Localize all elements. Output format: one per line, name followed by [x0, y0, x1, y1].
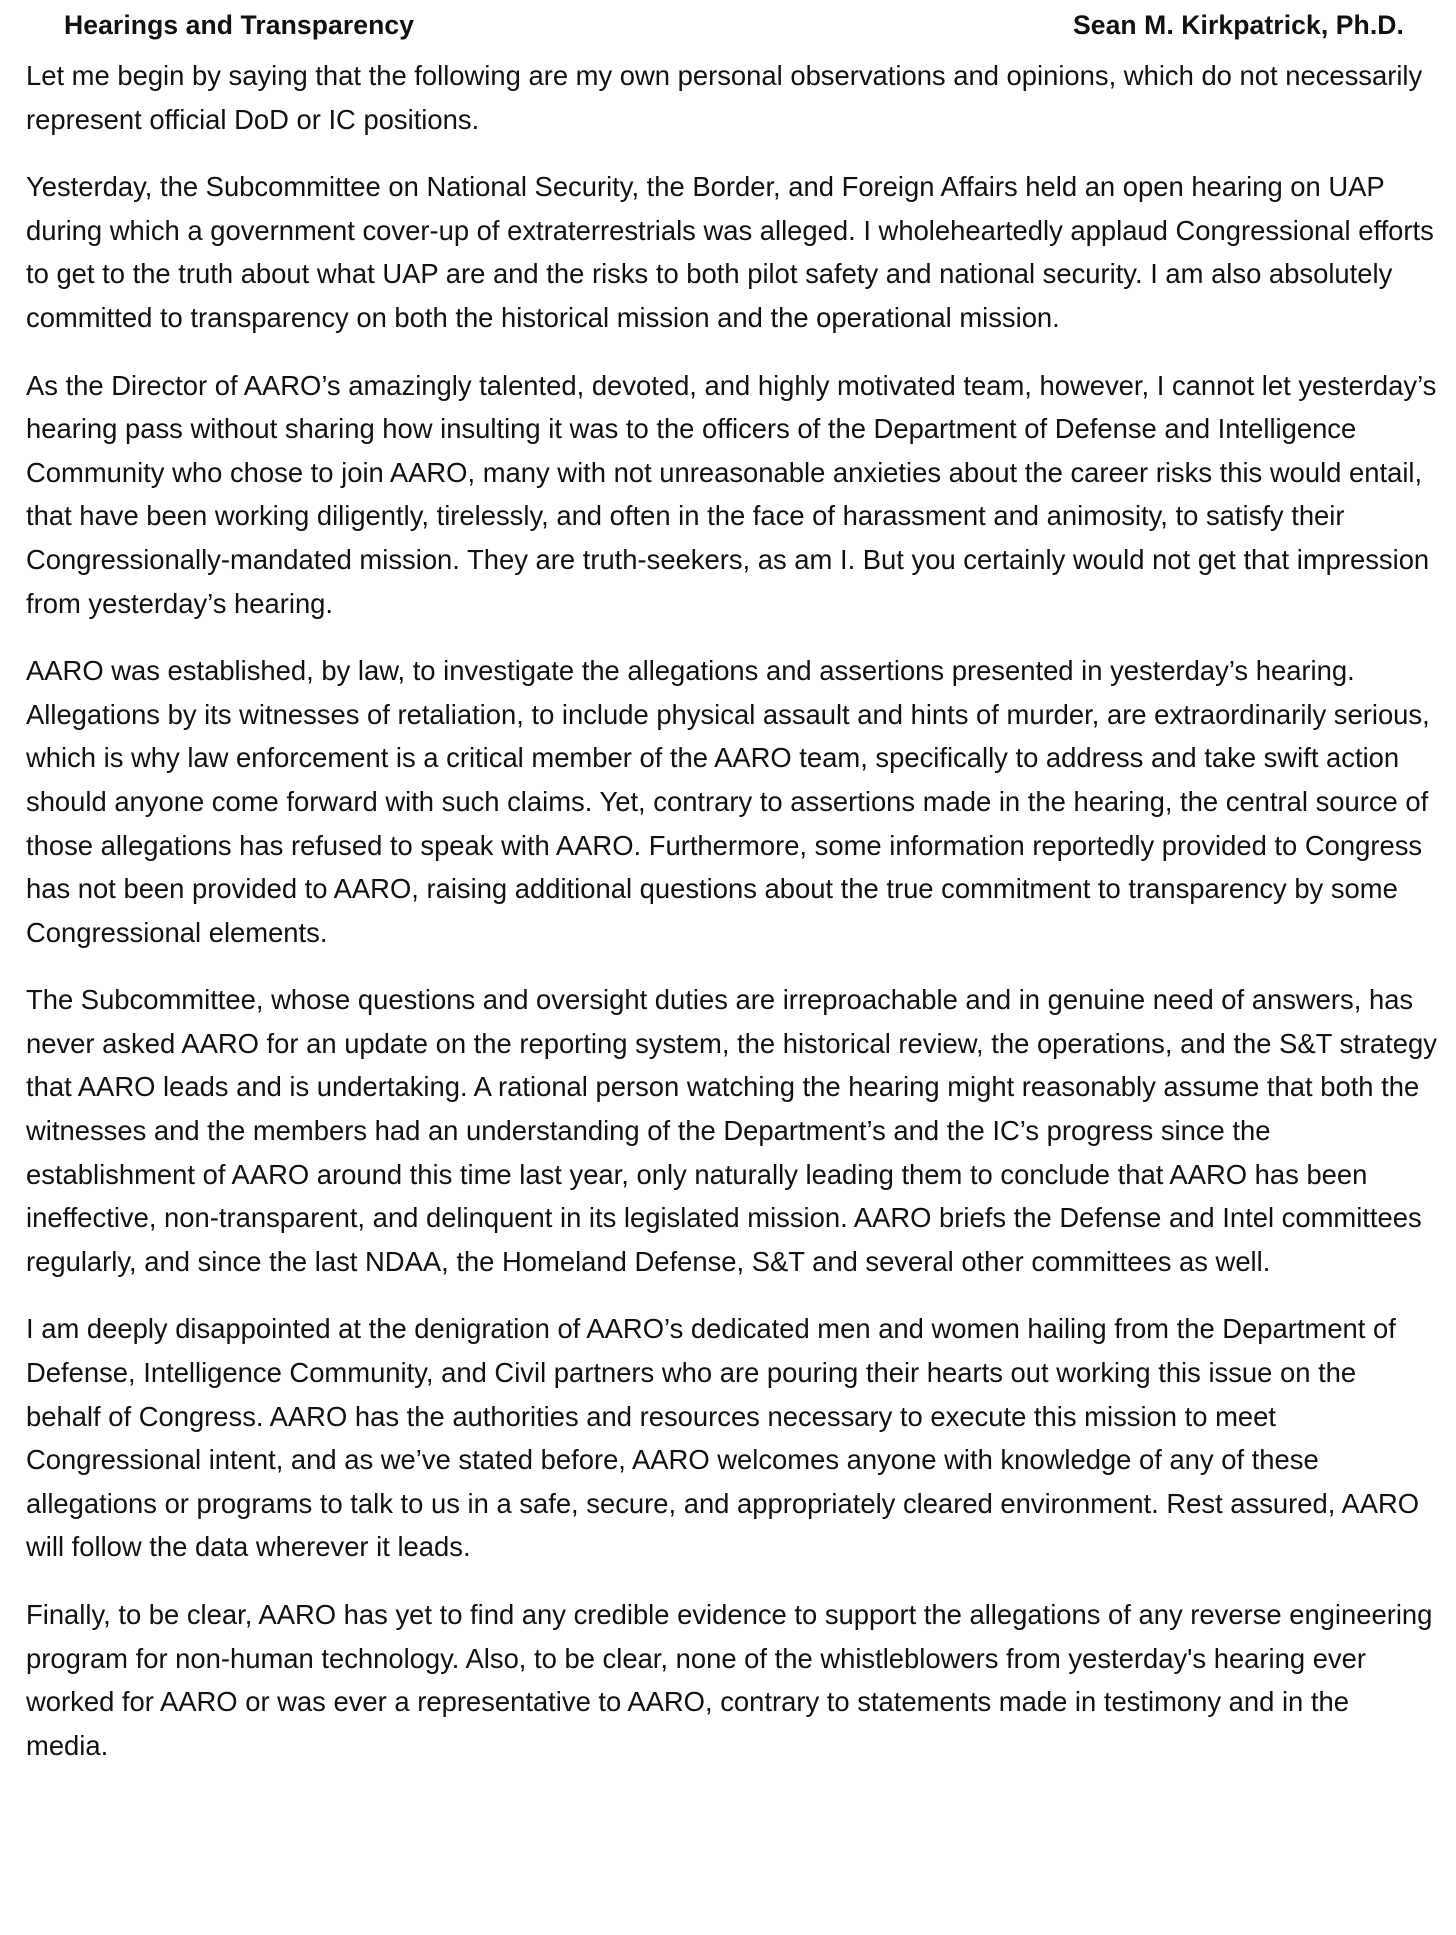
- paragraph-conclusion: Finally, to be clear, AARO has yet to find any credible evidence to support the allegations of any reverse engineering program for non-human technology. Also, to be clear, none of the whistleblowers from yesterday's hearing ever worked for AARO or was ever a representative to AARO, contrary to statements made in testimony and in the media.: [26, 1599, 1433, 1761]
- paragraph-intro: Let me begin by saying that the following are my own personal observations and opinions, which do not necessarily represent official DoD or IC positions.: [26, 60, 1423, 135]
- paragraph-aaro-mandate: AARO was established, by law, to investigate the allegations and assertions presented in yesterday’s hearing. Allegations by its witnesses of retaliation, to include physical assault and hints of murder, are extraordinarily serious, which is why law enforcement is a critical member of the AARO team, specifically to address and take swift action should anyone come forward with such claims. Yet, contrary to assertions made in the hearing, the central source of those allegations has refused to speak with AARO. Furthermore, some information reportedly provided to Congress has not been provided to AARO, raising additional questions about the true commitment to transparency by some Congressional elements.: [26, 655, 1430, 948]
- paragraph-team-defense: As the Director of AARO’s amazingly talented, devoted, and highly motivated team, however, I cannot let yesterday’s hearing pass without sharing how insulting it was to the officers of the Department of Defense and Intelligence Community who chose to join AARO, many with not unreasonable anxieties about the career risks this would entail, that have been working diligently, tirelessly, and often in the face of harassment and animosity, to satisfy their Congressionally-mandated mission. They are truth-seekers, as am I. But you certainly would not get that impression from yesterday’s hearing.: [26, 369, 1437, 619]
- paragraph-hearing-summary: Yesterday, the Subcommittee on National Security, the Border, and Foreign Affairs held an open hearing on UAP during which a government cover-up of extraterrestrials was alleged. I wholeheartedly applaud Congressional efforts to get to the truth about what UAP are and the risks to both pilot safety and national security. I am also absolutely committed to transparency on both the historical mission and the operational mission.: [26, 171, 1434, 333]
- document-page: [26, 10, 1438, 1767]
- document-header: [26, 10, 1438, 52]
- paragraph-subcommittee: The Subcommittee, whose questions and oversight duties are irreproachable and in genuine need of answers, has never asked AARO for an update on the reporting system, the historical review, the operations, and the S&T strategy that AARO leads and is undertaking. A rational person watching the hearing might reasonably assume that both the witnesses and the members had an understanding of the Department’s and the IC’s progress since the establishment of AARO around this time last year, only naturally leading them to conclude that AARO has been ineffective, non-transparent, and delinquent in its legislated mission. AARO briefs the Defense and Intel committees regularly, and since the last NDAA, the Homeland Defense, S&T and several other committees as well.: [26, 984, 1437, 1277]
- paragraph-disappointment: I am deeply disappointed at the denigration of AARO’s dedicated men and women hailing from the Department of Defense, Intelligence Community, and Civil partners who are pouring their hearts out working this issue on the behalf of Congress. AARO has the authorities and resources necessary to execute this mission to meet Congressional intent, and as we’ve stated before, AARO welcomes anyone with knowledge of any of these allegations or programs to talk to us in a safe, secure, and appropriately cleared environment. Rest assured, AARO will follow the data wherever it leads.: [26, 1313, 1420, 1563]
- document-author: Sean M. Kirkpatrick, Ph.D.: [1072, 10, 1404, 40]
- document-title: Hearings and Transparency: [64, 10, 415, 40]
